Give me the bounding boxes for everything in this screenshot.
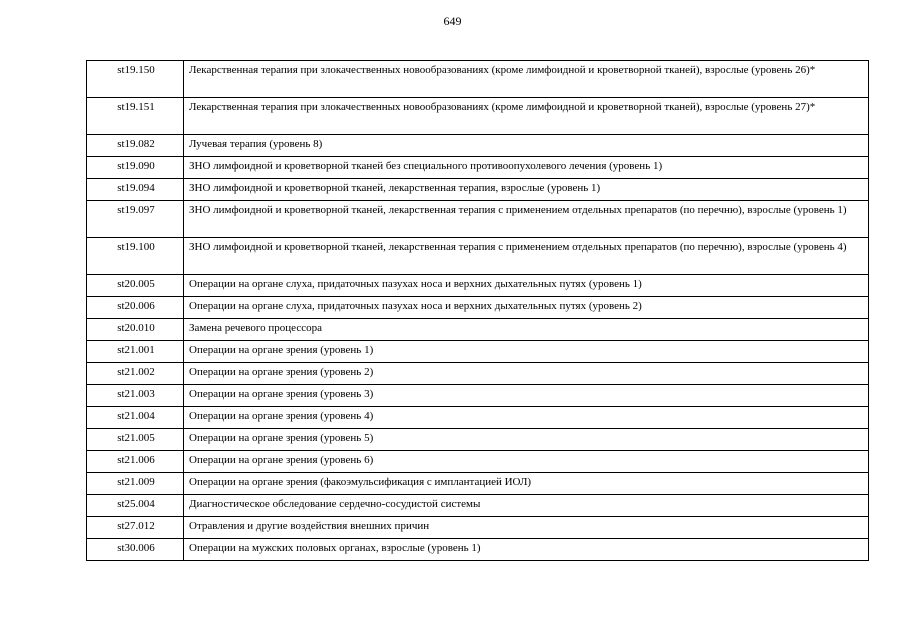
row-description: ЗНО лимфоидной и кроветворной тканей, лекарственная терапия с применением отдельных препаратов (по перечню), взрослые (уровень 1) (184, 201, 869, 238)
row-description: ЗНО лимфоидной и кроветворной тканей, лекарственная терапия, взрослые (уровень 1) (184, 179, 869, 201)
table-row (87, 157, 869, 179)
row-description: Диагностическое обследование сердечно-сосудистой системы (184, 495, 869, 517)
row-code: st20.010 (87, 319, 184, 341)
row-code: st20.006 (87, 297, 184, 319)
table-row (87, 275, 869, 297)
table-row (87, 407, 869, 429)
page-number: 649 (443, 14, 462, 28)
table-row (87, 319, 869, 341)
row-code: st19.100 (87, 238, 184, 275)
row-description: Операции на мужских половых органах, взрослые (уровень 1) (184, 539, 869, 561)
row-description: Операции на органе зрения (уровень 2) (184, 363, 869, 385)
table-row (87, 98, 869, 135)
row-description: Отравления и другие воздействия внешних причин (184, 517, 869, 539)
table-row (87, 363, 869, 385)
row-code: st20.005 (87, 275, 184, 297)
row-code: st21.006 (87, 451, 184, 473)
table-row (87, 238, 869, 275)
row-description: Операции на органе зрения (уровень 1) (184, 341, 869, 363)
row-code: st19.151 (87, 98, 184, 135)
row-code: st19.090 (87, 157, 184, 179)
row-code: st21.004 (87, 407, 184, 429)
table-row (87, 429, 869, 451)
row-description: ЗНО лимфоидной и кроветворной тканей, лекарственная терапия с применением отдельных препаратов (по перечню), взрослые (уровень 4) (184, 238, 869, 275)
table-row (87, 451, 869, 473)
row-description: Замена речевого процессора (184, 319, 869, 341)
table-row (87, 135, 869, 157)
row-code: st21.003 (87, 385, 184, 407)
tariff-codes-table (86, 60, 869, 561)
row-code: st19.082 (87, 135, 184, 157)
row-description: Операции на органе слуха, придаточных пазухах носа и верхних дыхательных путях (уровень 1) (184, 275, 869, 297)
row-description: Лекарственная терапия при злокачественных новообразованиях (кроме лимфоидной и кроветворной тканей), взрослые (уровень 27)* (184, 98, 869, 135)
table-row (87, 539, 869, 561)
table-row (87, 473, 869, 495)
row-description: Операции на органе зрения (уровень 5) (184, 429, 869, 451)
row-description: Операции на органе слуха, придаточных пазухах носа и верхних дыхательных путях (уровень 2) (184, 297, 869, 319)
row-code: st19.094 (87, 179, 184, 201)
table-row (87, 61, 869, 98)
row-description: Операции на органе зрения (уровень 4) (184, 407, 869, 429)
row-code: st21.005 (87, 429, 184, 451)
table-row (87, 201, 869, 238)
table-row (87, 297, 869, 319)
row-description: Лучевая терапия (уровень 8) (184, 135, 869, 157)
table-row (87, 517, 869, 539)
row-description: Операции на органе зрения (уровень 6) (184, 451, 869, 473)
row-code: st27.012 (87, 517, 184, 539)
table-row (87, 495, 869, 517)
row-description: Операции на органе зрения (уровень 3) (184, 385, 869, 407)
row-code: st25.004 (87, 495, 184, 517)
row-code: st21.001 (87, 341, 184, 363)
row-code: st30.006 (87, 539, 184, 561)
row-description: Лекарственная терапия при злокачественных новообразованиях (кроме лимфоидной и кроветворной тканей), взрослые (уровень 26)* (184, 61, 869, 98)
row-code: st21.009 (87, 473, 184, 495)
row-description: Операции на органе зрения (факоэмульсификация с имплантацией ИОЛ) (184, 473, 869, 495)
table-row (87, 341, 869, 363)
row-description: ЗНО лимфоидной и кроветворной тканей без специального противоопухолевого лечения (уровень 1) (184, 157, 869, 179)
row-code: st21.002 (87, 363, 184, 385)
table-row (87, 385, 869, 407)
row-code: st19.150 (87, 61, 184, 98)
table-row (87, 179, 869, 201)
row-code: st19.097 (87, 201, 184, 238)
